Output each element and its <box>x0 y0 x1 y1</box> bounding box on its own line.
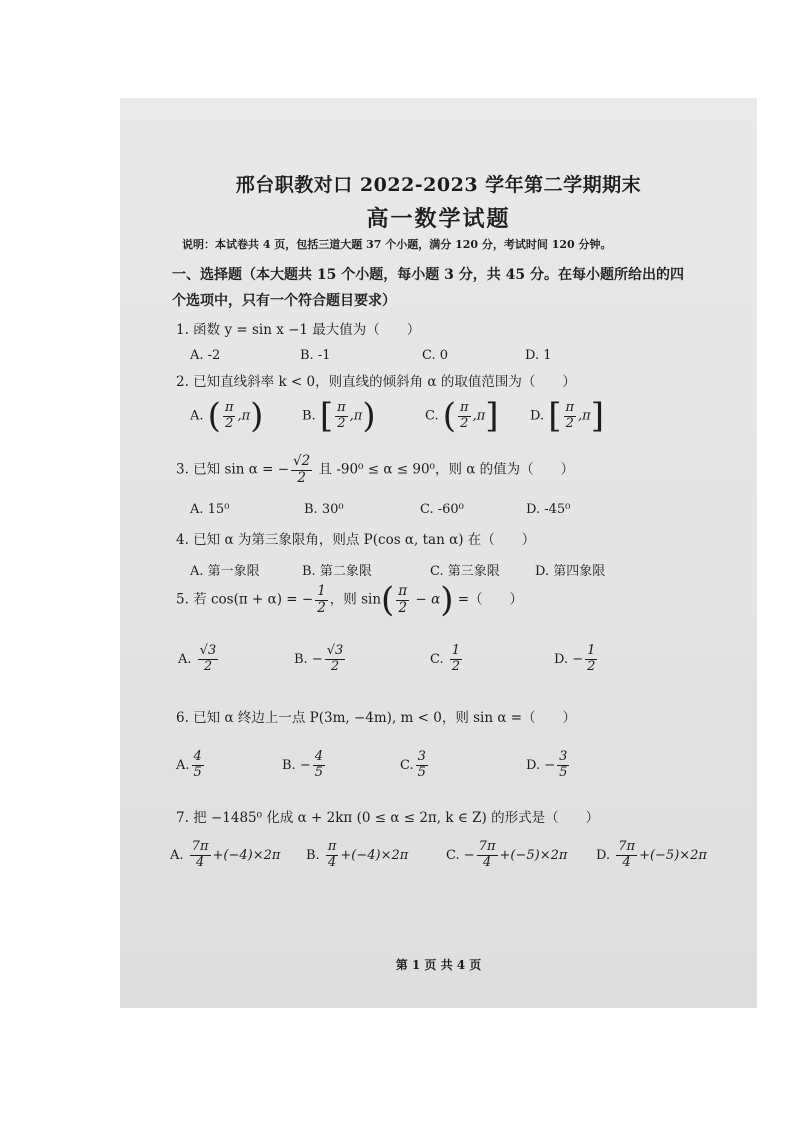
q5-option-d: D. − $\frac{1}{2}$ <box>554 643 596 674</box>
q5-option-c: C. $\frac{1}{2}$ <box>430 643 461 674</box>
section-heading: 一、选择题（本大题共 15 个小题，每小题 3 分，共 45 分。在每小题所给出的四 <box>172 267 684 283</box>
exam-page <box>120 98 757 1008</box>
q1-option-b: B. -1 <box>300 348 331 363</box>
page-number: 第 1 页 共 4 页 <box>395 958 482 972</box>
question-4-stem: 4. 已知 α 为第三象限角，则点 P(cos α, tan α) 在（ ） <box>176 532 536 548</box>
photo-frame <box>120 98 757 1008</box>
q6-option-d: D. − $\frac{3}{5}$ <box>526 749 568 780</box>
question-3-stem: 3. 已知 sin α = − $\frac{√2}{2}$ 且 -90⁰ ≤ α ≤ 90⁰，则 α 的值为（ ） <box>176 453 575 486</box>
q4-option-c: C. 第三象限 <box>430 564 500 579</box>
section-heading-cont: 个选项中，只有一个符合题目要求） <box>172 293 396 309</box>
question-6-stem: 6. 已知 α 终边上一点 P(3m, −4m), m < 0，则 sin α =（ ） <box>176 710 577 726</box>
exam-subtitle: 高一数学试题 <box>366 206 511 232</box>
q3-option-d: D. -45⁰ <box>526 502 571 517</box>
question-7-stem: 7. 把 −1485⁰ 化成 α + 2kπ (0 ≤ α ≤ 2π, k ∈ Z) 的形式是（ ） <box>176 810 600 826</box>
q3-option-a: A. 15⁰ <box>190 502 230 517</box>
question-2-stem: 2. 已知直线斜率 k < 0，则直线的倾斜角 α 的取值范围为（ ） <box>176 374 576 390</box>
q7-option-b: B. $\frac{\pi}{4}$ +(−4)×2π <box>306 839 409 870</box>
q4-option-d: D. 第四象限 <box>535 564 606 579</box>
q7-option-d: D. $\frac{7\pi}{4}$ +(−5)×2π <box>596 839 707 870</box>
q3-option-b: B. 30⁰ <box>304 502 344 517</box>
q7-option-c: C. − $\frac{7\pi}{4}$ +(−5)×2π <box>446 839 568 870</box>
q4-option-a: A. 第一象限 <box>190 564 260 579</box>
q2-option-c: C. ( $\frac{\pi}{2}$ ,π] <box>425 396 499 436</box>
q6-option-b: B. − $\frac{4}{5}$ <box>282 749 324 780</box>
q1-option-a: A. -2 <box>190 348 221 363</box>
q6-option-c: C. $\frac{3}{5}$ <box>400 749 426 780</box>
q2-option-a: A. ( $\frac{\pi}{2}$ ,π) <box>190 396 264 436</box>
q4-option-b: B. 第二象限 <box>302 564 372 579</box>
q5-option-b: B. − $\frac{√3}{2}$ <box>294 643 344 674</box>
q7-option-a: A. $\frac{7\pi}{4}$ +(−4)×2π <box>170 839 281 870</box>
exam-instructions: 说明：本试卷共 4 页，包括三道大题 37 个小题，满分 120 分，考试时间 120 分钟。 <box>182 238 612 251</box>
q1-option-d: D. 1 <box>525 348 552 363</box>
q1-option-c: C. 0 <box>422 348 449 363</box>
q2-option-b: B. [ $\frac{\pi}{2}$ ,π) <box>302 396 376 436</box>
q5-option-a: A. $\frac{√3}{2}$ <box>178 643 217 674</box>
exam-title: 邢台职教对口 2022-2023 学年第二学期期末 <box>235 174 642 196</box>
q6-option-a: A. $\frac{4}{5}$ <box>176 749 202 780</box>
q3-option-c: C. -60⁰ <box>420 502 464 517</box>
q2-option-d: D. [ $\frac{\pi}{2}$ ,π] <box>530 396 604 436</box>
question-1-stem: 1. 函数 y = sin x −1 最大值为（ ） <box>176 322 421 338</box>
question-5-stem: 5. 若 cos(π + α) = − $\frac{1}{2}$ ，则 sin( $\frac{\pi}{2}$ − α) =（ ） <box>176 580 524 620</box>
